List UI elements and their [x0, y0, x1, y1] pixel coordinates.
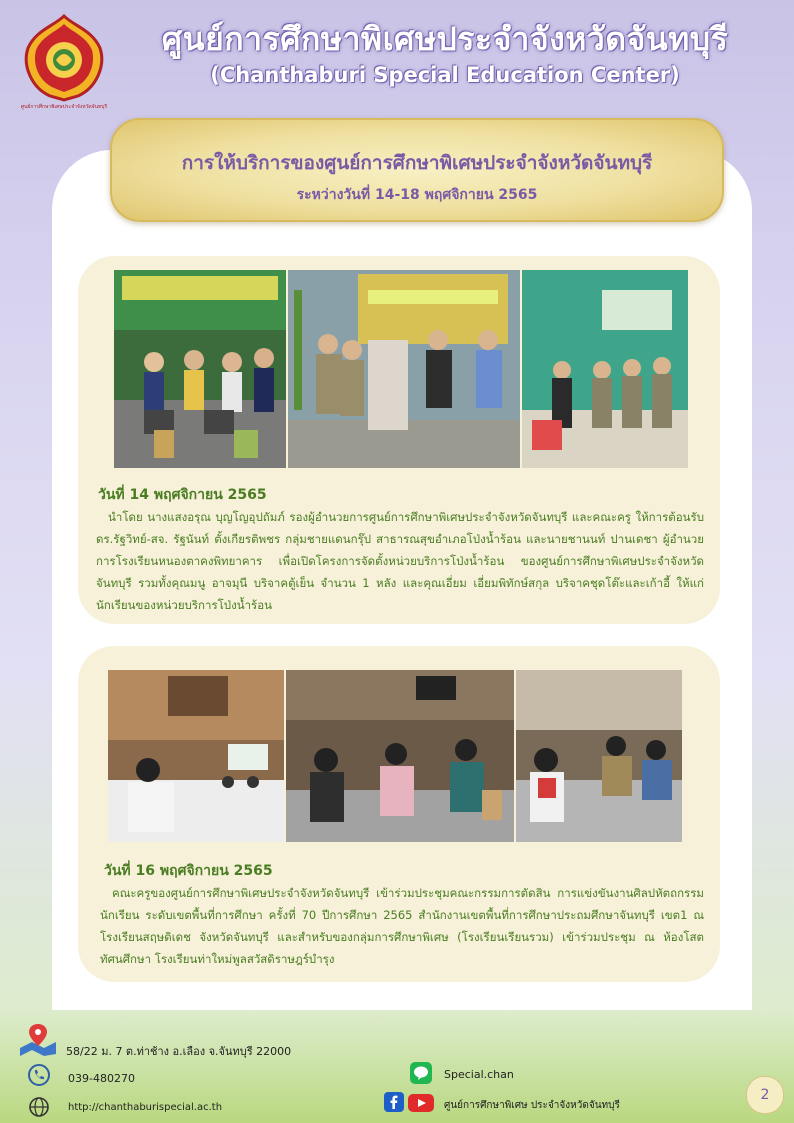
- section-1-body: นำโดย นางแสงอรุณ บุญโญอุปถัมภ์ รองผู้อำนวยการศูนย์การศึกษาพิเศษประจำจังหวัดจันทบุรี และคณะครู ให้การต้อนรับ ดร.รัฐวิทย์-สจ. รัฐนันท์ ตั้งเกียรติพชร กลุ่มชายแดนกรุ๊ป สาธารณสุขอำเภอโป่งน้ำร้อน และนายชานนท์ ปานเดชา ผู้อำนวยการโรงเรียนหนองตาคงพิทยาคาร เพื่อเปิดโครงการจัดตั้งหน่วยบริการโป่งน้ำร้อน ของศูนย์การศึกษาพิเศษประจำจังหวัดจันทบุรี รวมทั้งคุณมนู อาจมุนี บริจาคตู้เย็น จำนวน 1 หลัง และคุณเอี่ยม เอี่ยมพิทักษ์สกุล บริจาคชุดโต๊ะและเก้าอี้ ให้แก่นักเรียนของหน่วยบริการโป่งน้ำร้อน: [96, 510, 704, 612]
- logo-caption: ศูนย์การศึกษาพิเศษประจำจังหวัดจันทบุรี: [20, 104, 108, 110]
- phone-icon: [28, 1064, 50, 1086]
- site-title: ศูนย์การศึกษาพิเศษประจำจังหวัดจันทบุรี: [161, 20, 729, 58]
- page-number: 2: [746, 1076, 784, 1114]
- event-photo-2a: [108, 670, 284, 842]
- footer-social-name: ศูนย์การศึกษาพิเศษ ประจำจังหวัดจันทบุรี: [444, 1100, 620, 1111]
- title-banner: [110, 118, 724, 222]
- facebook-icon: [384, 1092, 404, 1112]
- footer-address: 58/22 ม. 7 ต.ท่าช้าง อ.เลือง จ.จันทบุรี 22000: [66, 1045, 292, 1058]
- section-2-date: วันที่ 16 พฤศจิกายน 2565: [104, 863, 273, 879]
- page-header: [0, 0, 794, 110]
- line-app-icon: [410, 1062, 432, 1084]
- event-photo-1c: [522, 270, 688, 468]
- footer-phone: 039-480270: [68, 1072, 135, 1085]
- event-photo-2b: [286, 670, 514, 842]
- banner-date-range: ระหว่างวันที่ 14-18 พฤศจิกายน 2565: [296, 187, 538, 203]
- youtube-icon: [408, 1094, 434, 1112]
- footer-line-id: Special.chan: [444, 1068, 514, 1081]
- school-logo: [22, 14, 106, 102]
- section-2-body: คณะครูของศูนย์การศึกษาพิเศษประจำจังหวัดจันทบุรี เข้าร่วมประชุมคณะกรรมการตัดสิน การแข่งขันงานศิลปหัตถกรรมนักเรียน ระดับเขตพื้นที่การศึกษา ครั้งที่ 70 ปีการศึกษา 2565 สำนักงานเขตพื้นที่การศึกษาประถมศึกษาจันทบุรี เขต1 ณ โรงเรียนสฤษดิเดช จังหวัดจันทบุรี และสำหรับของกลุ่มการศึกษาพิเศษ (โรงเรียนเรียนรวม) เข้าร่วมประชุม ณ ห้องโสตทัศนศึกษา โรงเรียนท่าใหม่พูลสวัสดิราษฎร์บำรุง: [100, 886, 704, 966]
- footer-website[interactable]: http://chanthaburispecial.ac.th: [68, 1102, 223, 1113]
- map-pin-icon: [18, 1022, 58, 1056]
- event-photo-2c: [516, 670, 682, 842]
- section-1-date: วันที่ 14 พฤศจิกายน 2565: [98, 487, 267, 503]
- site-subtitle: (Chanthaburi Special Education Center): [210, 63, 680, 87]
- globe-icon: [28, 1096, 50, 1118]
- event-photo-1a: [114, 270, 286, 468]
- event-photo-1b: [288, 270, 520, 468]
- banner-title: การให้บริการของศูนย์การศึกษาพิเศษประจำจังหวัดจันทบุรี: [181, 152, 653, 174]
